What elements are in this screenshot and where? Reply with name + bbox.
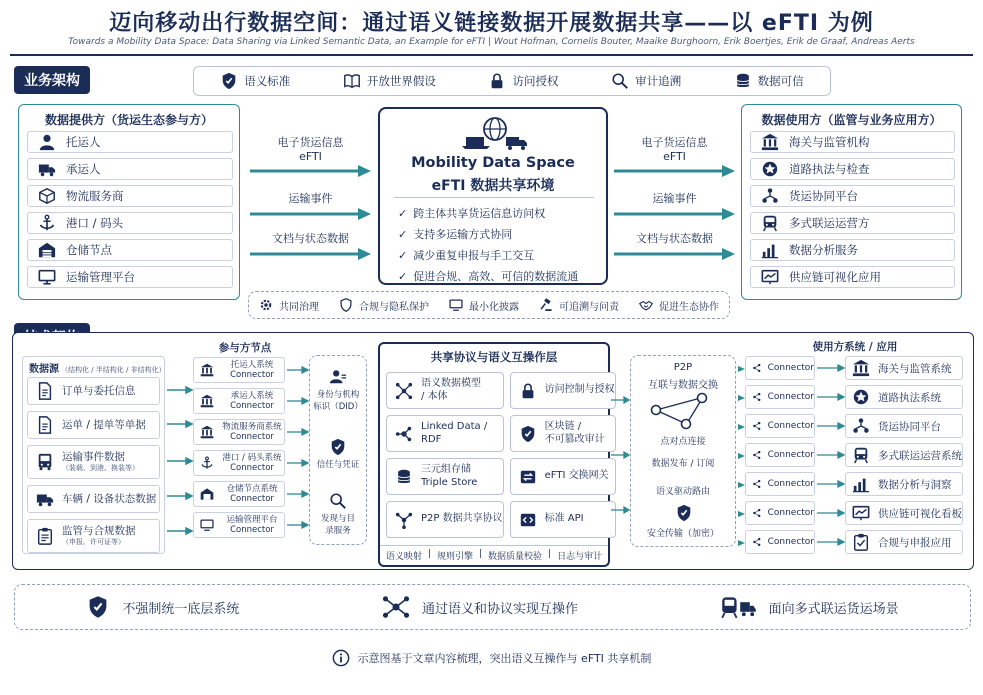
shield-icon	[339, 298, 353, 312]
protocol-p2p-arrows	[610, 380, 630, 530]
identity-did	[310, 366, 366, 412]
node-connector-label: Connector	[230, 432, 274, 442]
proto-label: Triple Store	[421, 476, 478, 488]
node-carrier	[193, 388, 285, 414]
user-label: 道路执法系统	[878, 391, 941, 404]
connector-label: Connector	[767, 421, 814, 431]
truck-icon	[36, 490, 54, 508]
share-icon	[752, 477, 762, 491]
proto-label: eFTI 交换网关	[544, 470, 609, 482]
search-icon	[329, 492, 347, 510]
shield-icon	[519, 425, 537, 443]
user-connector	[745, 385, 815, 409]
center-bullet	[398, 205, 578, 221]
center-title-en: Mobility Data Space	[411, 155, 575, 171]
participant-nodes-list	[193, 357, 285, 538]
arrow-right-icon	[612, 207, 737, 221]
data-sources-heading	[29, 360, 166, 375]
protocol-footer-divider	[380, 545, 608, 546]
summary-item	[721, 595, 899, 619]
shield-icon	[220, 72, 238, 90]
monitor-icon	[449, 298, 463, 312]
consumer-label: 多式联运运营方	[789, 216, 870, 230]
protocol-footer-item: 数据质量校验	[488, 552, 543, 562]
protocol-layer-title: 共享协议与语义互操作层	[430, 350, 558, 364]
user-systems-title: 使用方系统 / 应用	[812, 341, 898, 353]
train-icon	[721, 595, 757, 619]
arrow-right-icon	[612, 164, 737, 178]
data-sources-title: 数据源	[29, 364, 59, 375]
flow-label: 电子货运信息	[277, 136, 344, 149]
network-icon	[761, 187, 779, 205]
protocol-footer-item: 日志与审计	[557, 552, 603, 562]
flow-out-documents	[612, 230, 737, 265]
node-connector-label: Connector	[230, 370, 274, 380]
proto-semantic-model	[386, 372, 504, 409]
share-icon	[752, 506, 762, 520]
source-node-arrows	[165, 356, 193, 554]
book-icon	[343, 72, 361, 90]
network-icon	[382, 595, 410, 619]
anchor-icon	[38, 214, 56, 232]
provider-label: 港口 / 码头	[66, 216, 124, 230]
dashboard-icon	[852, 504, 870, 522]
connector-label: Connector	[767, 479, 814, 489]
clipboard-icon	[36, 527, 54, 545]
governance-item	[339, 298, 429, 313]
check-icon: ✓	[398, 269, 408, 283]
flow-label: 运输事件	[288, 192, 333, 205]
principle-semantic-standard	[220, 72, 290, 90]
user-label: 合规与申报应用	[878, 536, 952, 549]
shield-icon	[329, 438, 347, 456]
user-connector	[745, 501, 815, 525]
proto-label: P2P 数据共享协议	[421, 513, 503, 525]
consumer-label: 货运协同平台	[789, 189, 858, 203]
separator: |	[427, 549, 431, 559]
node-identity-arrows	[285, 357, 309, 543]
bank-icon	[200, 394, 214, 408]
user-label: 货运协同平台	[878, 420, 941, 433]
source-label: 运单 / 提单等单据	[62, 418, 146, 431]
flow-label: 运输事件	[652, 192, 697, 205]
center-title-cn: eFTI 数据共享环境	[431, 178, 555, 194]
arrow-right-icon	[248, 247, 373, 261]
user-connector	[745, 356, 815, 380]
connector-label: Connector	[767, 392, 814, 402]
proto-label: RDF	[421, 433, 442, 445]
node-label: 承运人系统	[230, 390, 274, 401]
node-connector-label: Connector	[230, 401, 274, 411]
info-icon	[332, 649, 350, 667]
user-connector	[745, 472, 815, 496]
consumer-road-enforcement	[750, 158, 955, 180]
share-icon	[752, 535, 762, 549]
share-icon	[752, 448, 762, 462]
bus-icon	[36, 453, 54, 471]
p2p-label: 语义驱动路由	[655, 487, 710, 497]
identity-label: 标识（DID）	[313, 401, 363, 412]
provider-label: 仓储节点	[66, 243, 112, 257]
summary-bar	[14, 584, 971, 630]
governance-label: 共同治理	[279, 301, 319, 313]
footnote-text: 示意图基于文章内容梳理，突出语义互操作与 eFTI 共享机制	[357, 652, 652, 665]
protocol-footer	[380, 549, 608, 562]
principle-access-auth	[488, 72, 558, 90]
principle-audit	[611, 72, 681, 90]
governance-item	[449, 298, 519, 313]
provider-label: 物流服务商	[66, 189, 124, 203]
proto-label: / 本体	[421, 390, 448, 402]
summary-label: 通过语义和协议实现互操作	[421, 601, 578, 617]
lock-icon	[488, 72, 506, 90]
user-intermodal-system	[845, 443, 963, 467]
flow-label: 文档与状态数据	[272, 232, 349, 245]
arrow-right-icon	[248, 164, 373, 178]
person-icon	[38, 133, 56, 151]
provider-carrier	[27, 158, 233, 180]
connector-label: Connector	[767, 537, 814, 547]
footnote	[0, 649, 983, 667]
code-icon	[519, 511, 537, 529]
doc-icon	[36, 382, 54, 400]
proto-label: 区块链 /	[544, 421, 582, 432]
bank-icon	[200, 363, 214, 377]
consumer-analytics	[750, 239, 955, 261]
globe-logistics-icon	[460, 115, 530, 151]
user-connector	[745, 530, 815, 554]
database-icon	[734, 72, 752, 90]
provider-label: 承运人	[66, 162, 101, 176]
node-label: 仓储节点系统	[226, 483, 278, 494]
data-providers-title: 数据提供方（货运生态参与方）	[44, 113, 213, 127]
check-icon: ✓	[398, 206, 408, 220]
bar-chart-icon	[761, 241, 779, 259]
consumer-customs	[750, 131, 955, 153]
summary-item	[86, 595, 239, 619]
p2p-label: 安全传输（加密）	[646, 529, 719, 539]
source-vehicle-status	[27, 485, 160, 513]
arrow-right-icon	[248, 207, 373, 221]
header-divider	[10, 54, 973, 56]
source-transport-events	[27, 445, 160, 479]
data-providers-panel	[18, 104, 240, 300]
user-compliance-app	[845, 530, 963, 554]
lock-icon	[519, 382, 537, 400]
warehouse-icon	[200, 487, 214, 501]
user-systems-list	[845, 356, 963, 554]
principles-bar	[193, 66, 831, 96]
node-label: 运输管理平台	[226, 514, 278, 525]
proto-triple-store	[386, 458, 504, 495]
center-bullet-text: 减少重复申报与手工交互	[413, 249, 535, 262]
center-bullet-text: 促进合规、高效、可信的数据流通	[413, 270, 579, 283]
clipboard-icon	[852, 533, 870, 551]
user-visualization-board	[845, 501, 963, 525]
protocol-footer-item: 规则引擎	[436, 552, 473, 562]
proto-label: 不可篡改审计	[544, 433, 605, 445]
flow-label: eFTI	[299, 150, 322, 163]
search-icon	[611, 72, 629, 90]
page-title: 迈向移动出行数据空间：通过语义链接数据开展数据共享——以 eFTI 为例	[109, 11, 874, 36]
identity-discovery	[310, 490, 366, 536]
proto-p2p	[386, 501, 504, 538]
proto-label: 语义数据模型	[421, 378, 481, 389]
train-icon	[761, 214, 779, 232]
id-icon	[329, 368, 347, 386]
provider-logistics	[27, 185, 233, 207]
node-connector-label: Connector	[230, 463, 274, 473]
proto-standard-api	[510, 501, 616, 538]
principle-label: 数据可信	[757, 74, 804, 88]
governance-bar	[248, 291, 730, 319]
exchange-icon	[519, 468, 537, 486]
p2p-exchange-column	[630, 355, 736, 547]
user-connector	[745, 443, 815, 467]
user-connector	[745, 414, 815, 438]
node-label: 港口 / 码头系统	[222, 452, 282, 463]
consumer-visualization	[750, 266, 955, 288]
proto-access-control	[510, 372, 616, 409]
source-sublabel: （申报、许可证等）	[62, 538, 125, 547]
provider-warehouse	[27, 239, 233, 261]
proto-efti-gateway	[510, 458, 616, 495]
p2p-title: P2P	[673, 362, 693, 373]
summary-item	[382, 595, 578, 619]
p2p-label: 数据发布 / 订阅	[651, 459, 715, 469]
principle-open-world	[343, 72, 436, 90]
network-icon	[395, 511, 413, 529]
box-icon	[38, 187, 56, 205]
separator: |	[548, 549, 552, 559]
connector-label: Connector	[767, 508, 814, 518]
bank-icon	[200, 425, 214, 439]
monitor-icon	[38, 268, 56, 286]
governance-item	[259, 298, 319, 313]
governance-label: 最小化披露	[469, 301, 519, 313]
badge-icon	[852, 388, 870, 406]
node-warehouse	[193, 481, 285, 507]
user-freight-platform	[845, 414, 963, 438]
principle-label: 访问授权	[512, 74, 559, 88]
graph-icon	[395, 382, 413, 400]
provider-shipper	[27, 131, 233, 153]
node-port	[193, 450, 285, 476]
mobility-data-space-box	[378, 107, 608, 285]
flow-in-documents	[248, 230, 373, 265]
share-icon	[752, 361, 762, 375]
source-waybills	[27, 411, 160, 439]
node-connector-label: Connector	[230, 494, 274, 504]
protocol-layer-box	[378, 342, 615, 567]
source-orders	[27, 377, 160, 405]
identity-trust	[310, 436, 366, 470]
gavel-icon	[539, 298, 553, 312]
proto-blockchain	[510, 415, 616, 452]
flow-out-efti	[612, 134, 737, 182]
identity-label: 录服务	[325, 525, 351, 536]
node-label: 物流服务商系统	[222, 421, 282, 432]
consumer-label: 数据分析服务	[789, 243, 858, 257]
proto-label: 三元组存储	[421, 464, 471, 475]
principle-trusted-data	[734, 72, 804, 90]
shield-icon	[86, 595, 110, 619]
flow-in-events	[248, 190, 373, 225]
monitor-icon	[200, 518, 214, 532]
center-bullet	[398, 247, 578, 263]
center-bullet	[398, 226, 578, 242]
consumer-freight-platform	[750, 185, 955, 207]
user-connectors	[745, 356, 815, 554]
consumer-label: 海关与监管机构	[789, 135, 870, 149]
protocol-footer-item: 语义映射	[385, 552, 422, 562]
summary-label: 不强制统一底层系统	[122, 601, 240, 617]
source-label: 车辆 / 设备状态数据	[62, 492, 157, 505]
train-icon	[852, 446, 870, 464]
source-compliance	[27, 519, 160, 553]
link-icon	[395, 425, 413, 443]
proto-label: 标准 API	[544, 513, 584, 525]
data-consumers-title: 数据使用方（监管与业务应用方）	[761, 113, 942, 127]
source-label: 监管与合规数据	[62, 524, 136, 537]
participant-nodes-title: 参与方节点	[218, 342, 272, 354]
consumer-label: 道路执法与检查	[789, 162, 870, 176]
principle-label: 开放世界假设	[366, 74, 436, 88]
user-label: 海关与监管系统	[878, 362, 952, 375]
node-logistics	[193, 419, 285, 445]
node-connector-label: Connector	[230, 525, 274, 535]
truck-icon	[38, 160, 56, 178]
source-label: 运输事件数据	[62, 450, 125, 463]
provider-label: 运输管理平台	[66, 270, 135, 284]
check-icon: ✓	[398, 227, 408, 241]
provider-label: 托运人	[66, 135, 101, 149]
source-sublabel: （装载、到港、换装等）	[62, 464, 139, 473]
doc-icon	[36, 416, 54, 434]
user-label: 供应链可视化看板	[878, 507, 962, 520]
p2p-label: 点对点连接	[660, 437, 706, 447]
user-customs-system	[845, 356, 963, 380]
user-road-enforcement-system	[845, 385, 963, 409]
flow-label: 文档与状态数据	[636, 232, 713, 245]
check-icon: ✓	[398, 248, 408, 262]
flow-label: 电子货运信息	[641, 136, 708, 149]
provider-tms	[27, 266, 233, 288]
flow-out-events	[612, 190, 737, 225]
page-subtitle: Towards a Mobility Data Space: Data Sharing via Linked Semantic Data, an Example for eFTI | Wout Hofman, Cornelis Bouter, Maaike Burghoorn, Erik Boertjes, Erik de Graaf, Andreas Aerts	[68, 37, 915, 47]
user-label: 多式联运运营系统	[878, 449, 962, 462]
p2p-subtitle: 互联与数据交换	[648, 380, 718, 391]
identity-label: 身份与机构	[316, 389, 360, 400]
identity-trust-column	[309, 355, 367, 545]
data-consumers-panel	[741, 104, 962, 300]
user-analytics	[845, 472, 963, 496]
protocol-grid	[386, 372, 615, 538]
center-bullet-text: 跨主体共享货运信息访问权	[413, 207, 546, 220]
governance-item	[539, 298, 619, 313]
governance-label: 合规与隐私保护	[359, 301, 429, 313]
node-shipper	[193, 357, 285, 383]
bar-chart-icon	[852, 475, 870, 493]
governance-label: 促进生态协作	[659, 301, 719, 313]
summary-label: 面向多式联运货运场景	[768, 601, 899, 617]
network-icon	[852, 417, 870, 435]
data-sources-note: （结构化 / 半结构化 / 非结构化）	[61, 366, 166, 374]
separator: |	[478, 549, 483, 559]
governance-item	[639, 298, 719, 313]
proto-label: Linked Data /	[421, 421, 488, 432]
identity-label: 发现与目	[320, 513, 355, 524]
shield-icon	[675, 504, 693, 522]
center-divider	[394, 197, 594, 198]
principle-label: 审计追溯	[635, 74, 682, 88]
consumer-intermodal	[750, 212, 955, 234]
gear-icon	[259, 298, 273, 312]
consumer-label: 供应链可视化应用	[789, 270, 881, 284]
database-icon	[395, 468, 413, 486]
bank-icon	[852, 359, 870, 377]
connector-label: Connector	[767, 363, 814, 373]
node-label: 托运人系统	[230, 359, 274, 370]
provider-port	[27, 212, 233, 234]
arrow-right-icon	[612, 247, 737, 261]
node-tms	[193, 512, 285, 538]
source-label: 订单与委托信息	[62, 384, 136, 397]
handshake-icon	[639, 298, 653, 312]
proto-linked-data	[386, 415, 504, 452]
data-sources-panel	[22, 356, 165, 554]
dashboard-icon	[761, 268, 779, 286]
center-bullet	[398, 268, 578, 284]
user-label: 数据分析与洞察	[878, 478, 952, 491]
business-architecture-tag: 业务架构	[14, 66, 90, 94]
bank-icon	[761, 133, 779, 151]
proto-label: 访问控制与授权	[544, 384, 615, 396]
principle-label: 语义标准	[244, 74, 291, 88]
identity-label: 信任与凭证	[316, 459, 360, 470]
p2p-nodes-icon	[646, 392, 722, 430]
center-bullet-text: 支持多运输方式协同	[413, 228, 513, 241]
connector-label: Connector	[767, 450, 814, 460]
share-icon	[752, 419, 762, 433]
connector-user-arrows	[815, 356, 845, 552]
anchor-icon	[200, 456, 214, 470]
flow-label: eFTI	[663, 150, 686, 163]
flow-in-efti	[248, 134, 373, 182]
governance-label: 可追溯与问责	[559, 301, 619, 313]
share-icon	[752, 390, 762, 404]
warehouse-icon	[38, 241, 56, 259]
badge-icon	[761, 160, 779, 178]
